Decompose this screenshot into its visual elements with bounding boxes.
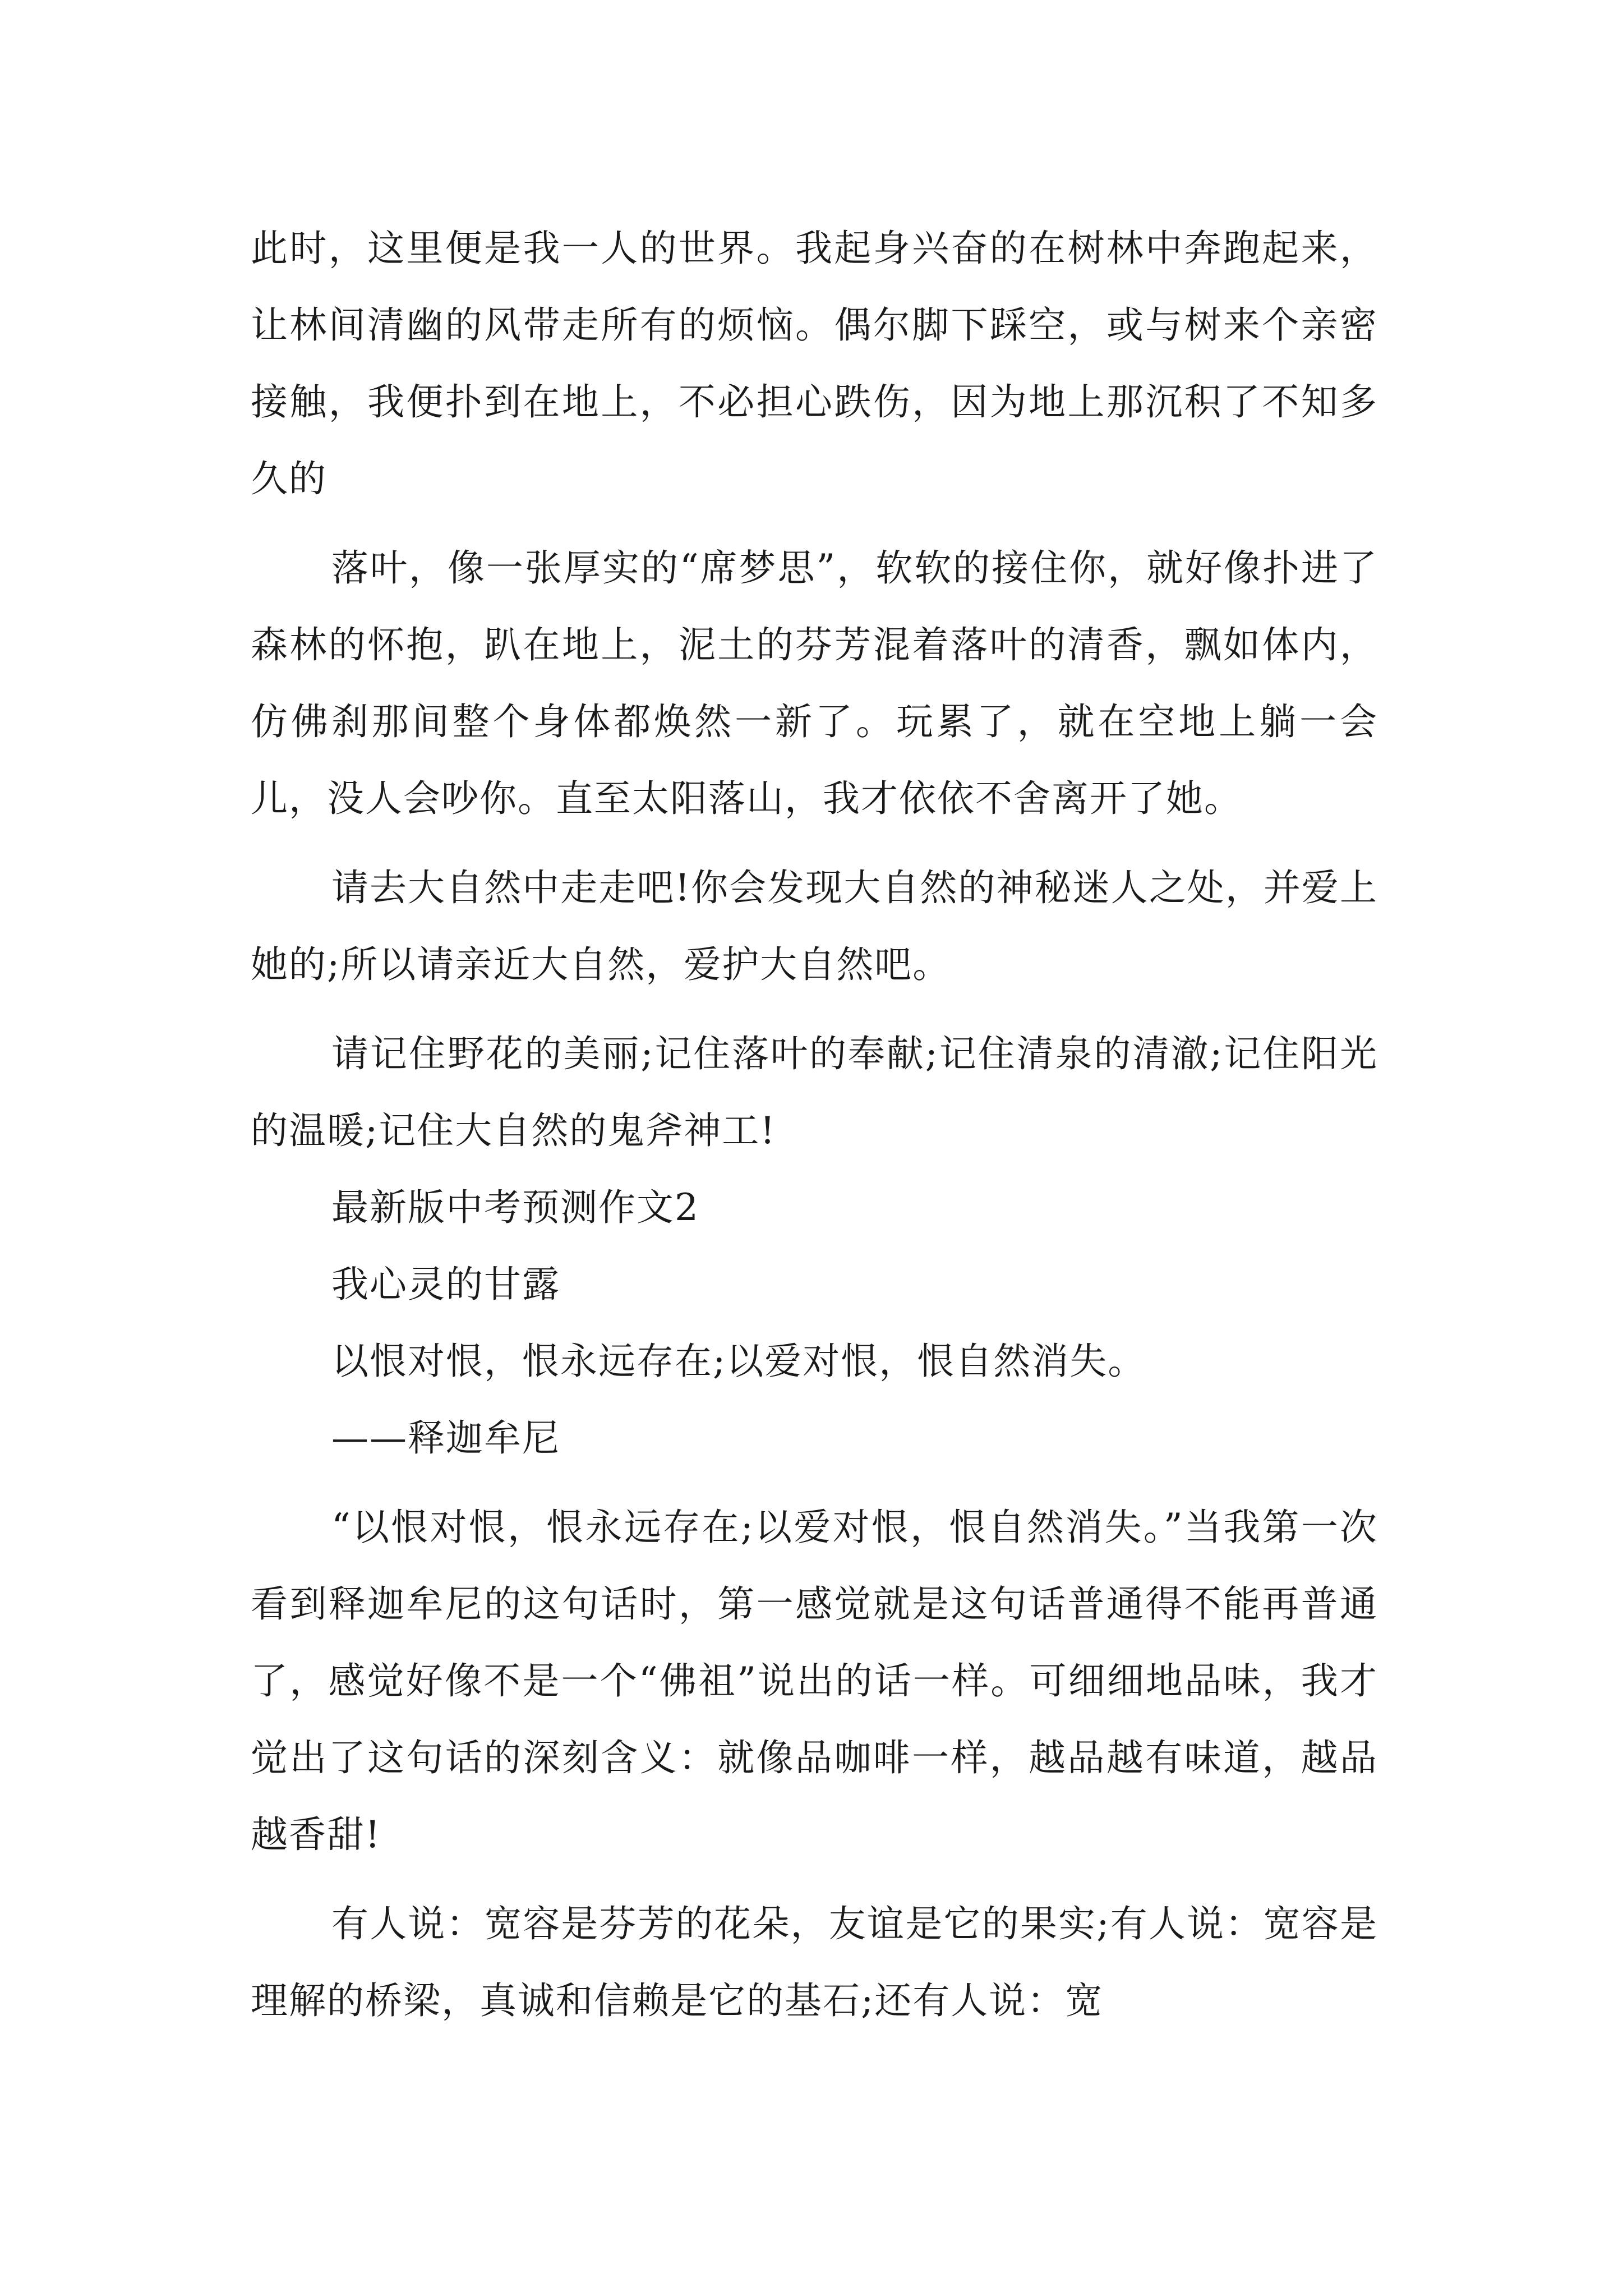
document-body [251, 210, 1378, 2039]
paragraph-fallen-leaves: 落叶，像一张厚实的“席梦思”，软软的接住你，就好像扑进了森林的怀抱，趴在地上，泥土的芬芳混着落叶的清香，飘如体内，仿佛刹那间整个身体都焕然一新了。玩累了，就在空地上躺一会儿，没人会吵你。直至太阳落山，我才依依不舍离开了她。 [251, 546, 1378, 820]
essay-heading: 最新版中考预测作文2 [331, 1186, 699, 1229]
essay-title: 我心灵的甘露 [331, 1263, 560, 1306]
paragraph-remember-nature: 请记住野花的美丽;记住落叶的奉献;记住清泉的清澈;记住阳光的温暖;记住大自然的鬼斧神工! [251, 1032, 1378, 1152]
epigraph-quote: 以恨对恨，恨永远存在;以爱对恨，恨自然消失。 [331, 1340, 1146, 1383]
paragraph-quote-reflection: “以恨对恨，恨永远存在;以爱对恨，恨自然消失。”当我第一次看到释迦牟尼的这句话时，第一感觉就是这句话普通得不能再普通了，感觉好像不是一个“佛祖”说出的话一样。可细细地品味，我才觉出了这句话的深刻含义：就像品咖啡一样，越品越有味道，越品越香甜! [251, 1506, 1378, 1856]
paragraph-go-to-nature: 请去大自然中走走吧!你会发现大自然的神秘迷人之处，并爱上她的;所以请亲近大自然，爱护大自然吧。 [251, 866, 1378, 986]
paragraph-forest-run: 此时，这里便是我一人的世界。我起身兴奋的在树林中奔跑起来，让林间清幽的风带走所有的烦恼。偶尔脚下踩空，或与树来个亲密接触，我便扑到在地上，不必担心跌伤，因为地上那沉积了不知多久的 [251, 227, 1378, 500]
paragraph-tolerance: 有人说：宽容是芬芳的花朵，友谊是它的果实;有人说：宽容是理解的桥梁，真诚和信赖是它的基石;还有人说：宽 [251, 1902, 1378, 2022]
epigraph-attribution: ——释迦牟尼 [331, 1416, 560, 1460]
